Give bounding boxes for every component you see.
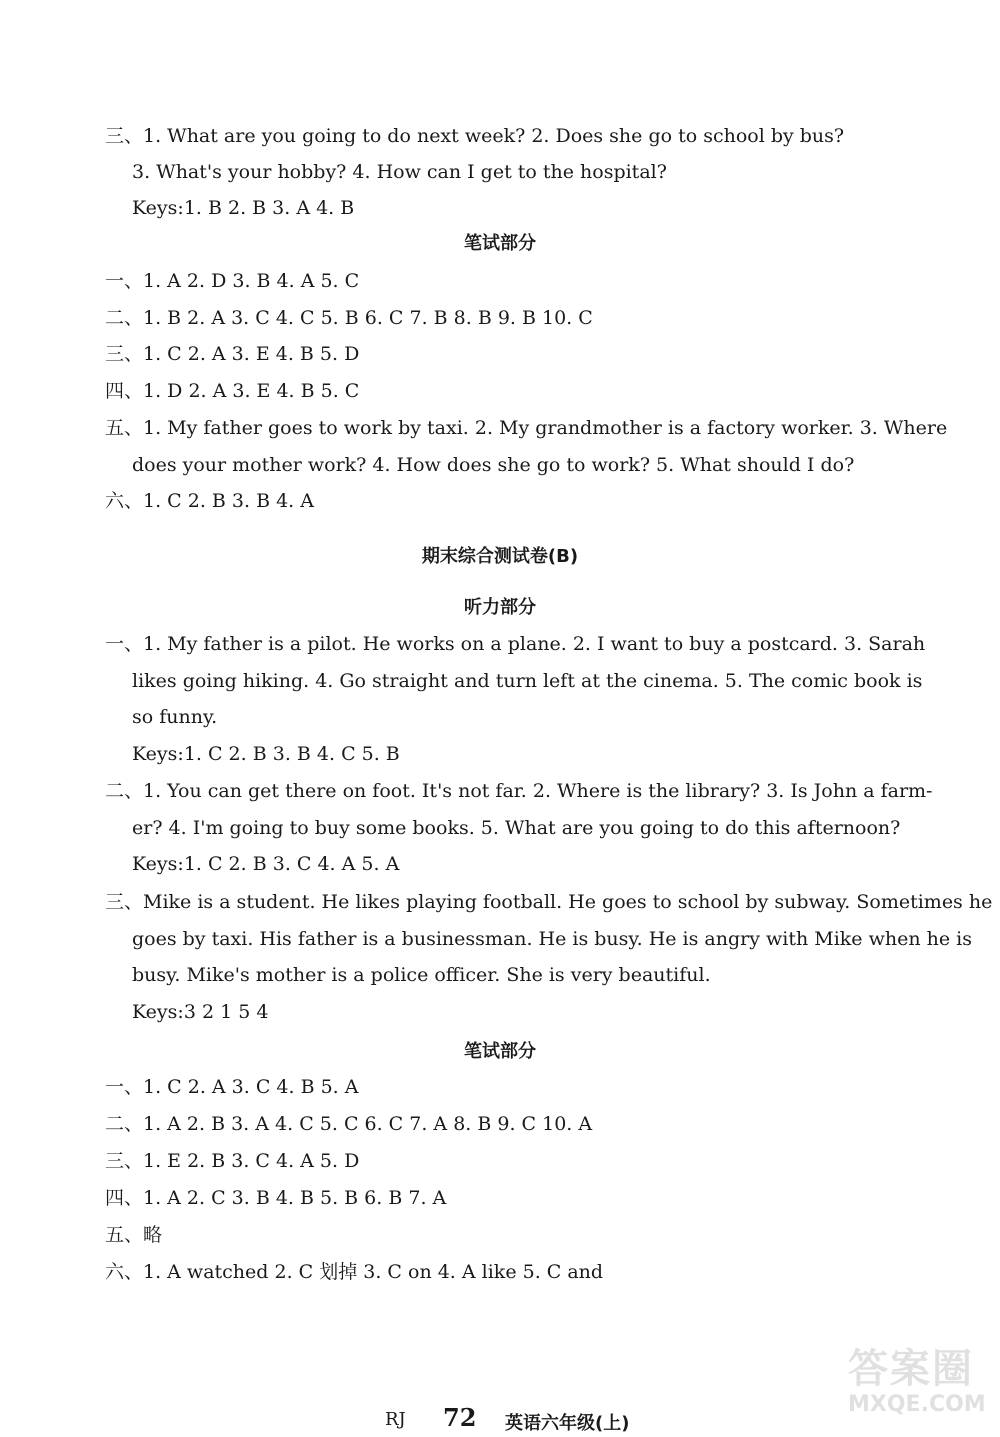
listening-b-3-line-3: busy. Mike's mother is a police officer. She is very beautiful.: [132, 964, 711, 986]
listening-b-3-line-2: goes by taxi. His father is a businessman. He is busy. He is angry with Mike when he is: [132, 928, 972, 950]
watermark-logo: [848, 1346, 998, 1431]
edition-label: RJ: [385, 1409, 406, 1430]
written-b-2: 二、1. A 2. B 3. A 4. C 5. C 6. C 7. A 8. B 9. C 10. A: [105, 1113, 593, 1135]
written-a-2: 二、1. B 2. A 3. C 4. C 5. B 6. C 7. B 8. B 9. B 10. C: [105, 307, 593, 329]
written-a-5-line-2: does your mother work? 4. How does she go to work? 5. What should I do?: [132, 454, 855, 476]
listening-3-line-1: 三、1. What are you going to do next week? 2. Does she go to school by bus?: [105, 125, 845, 147]
written-b-3: 三、1. E 2. B 3. C 4. A 5. D: [105, 1150, 360, 1172]
written-a-3: 三、1. C 2. A 3. E 4. B 5. D: [105, 343, 360, 365]
written-b-4: 四、1. A 2. C 3. B 4. B 5. B 6. B 7. A: [105, 1187, 447, 1209]
written-b-5: 五、略: [105, 1224, 163, 1246]
written-heading-b: 笔试部分: [464, 1041, 536, 1062]
written-a-1: 一、1. A 2. D 3. B 4. A 5. C: [105, 270, 360, 292]
written-a-6: 六、1. C 2. B 3. B 4. A: [105, 490, 314, 512]
listening-b-1-line-2: likes going hiking. 4. Go straight and turn left at the cinema. 5. The comic book is: [132, 670, 923, 692]
written-a-4: 四、1. D 2. A 3. E 4. B 5. C: [105, 380, 360, 402]
listening-b-2-line-2: er? 4. I'm going to buy some books. 5. What are you going to do this afternoon?: [132, 817, 901, 839]
listening-b-1-line-3: so funny.: [132, 706, 218, 728]
listening-b-2-line-1: 二、1. You can get there on foot. It's not far. 2. Where is the library? 3. Is John a farm-: [105, 780, 933, 802]
written-a-5-line-1: 五、1. My father goes to work by taxi. 2. My grandmother is a factory worker. 3. Where: [105, 417, 948, 439]
written-heading-a: 笔试部分: [464, 233, 536, 254]
listening-3-line-2: 3. What's your hobby? 4. How can I get to the hospital?: [132, 161, 667, 183]
listening-b-1-line-1: 一、1. My father is a pilot. He works on a plane. 2. I want to buy a postcard. 3. Sarah: [105, 633, 926, 655]
book-title: 英语六年级(上): [505, 1413, 630, 1434]
listening-b-2-keys: Keys:1. C 2. B 3. C 4. A 5. A: [132, 853, 400, 875]
written-b-6: 六、1. A watched 2. C 划掉 3. C on 4. A like 5. C and: [105, 1261, 604, 1283]
page-number: 72: [443, 1403, 477, 1432]
written-b-1: 一、1. C 2. A 3. C 4. B 5. A: [105, 1076, 359, 1098]
watermark-brand: 答案圈: [848, 1346, 974, 1392]
listening-3-keys: Keys:1. B 2. B 3. A 4. B: [132, 197, 355, 219]
listening-b-1-keys: Keys:1. C 2. B 3. B 4. C 5. B: [132, 743, 400, 765]
listening-heading-b: 听力部分: [464, 597, 536, 618]
test-b-title: 期末综合测试卷(B): [421, 546, 579, 567]
listening-b-3-line-1: 三、Mike is a student. He likes playing football. He goes to school by subway. Sometimes he: [105, 891, 993, 913]
watermark-url: MXQE.COM: [848, 1392, 986, 1417]
listening-b-3-keys: Keys:3 2 1 5 4: [132, 1001, 269, 1023]
